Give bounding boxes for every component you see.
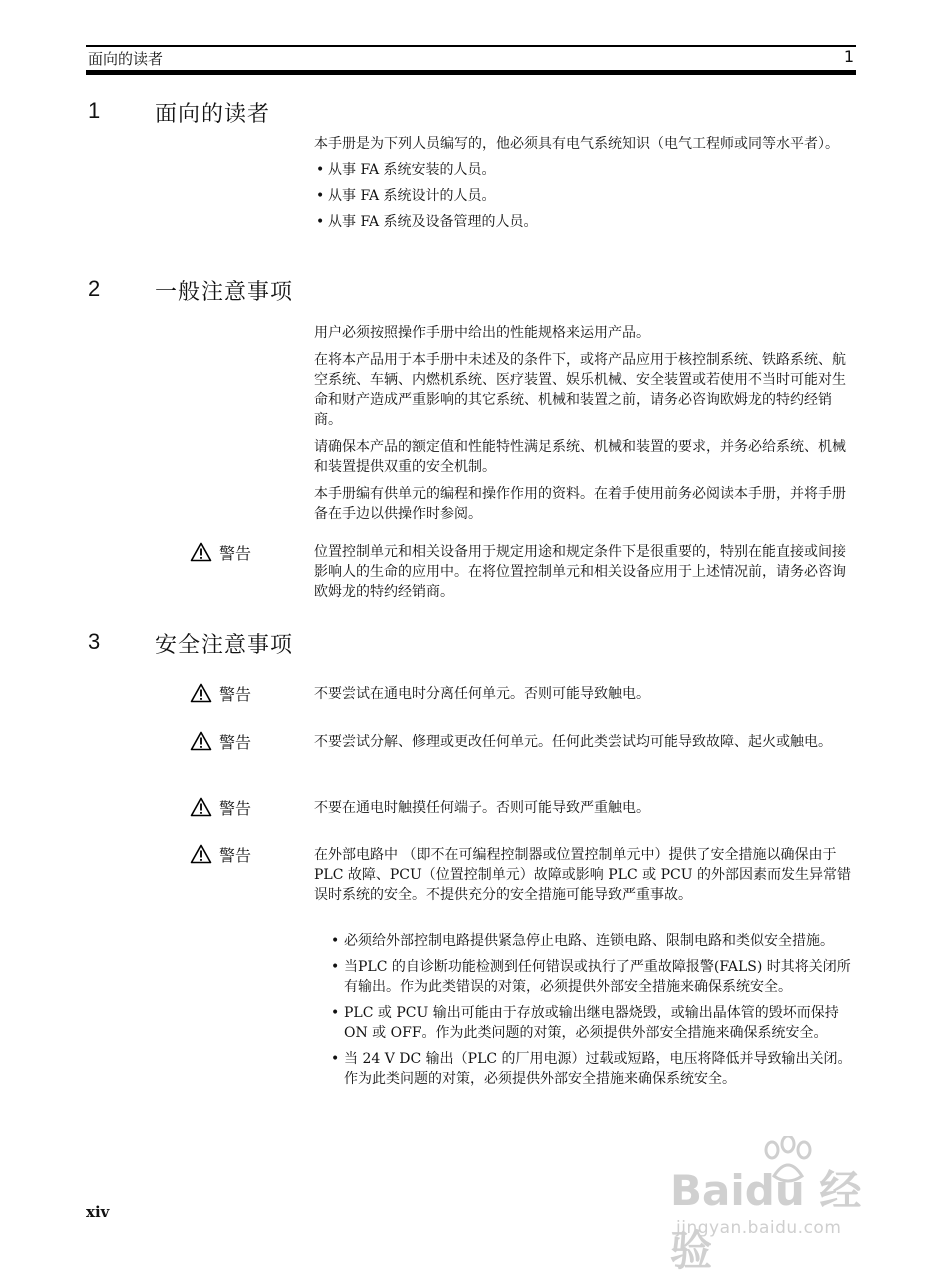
warning-label: 警告 [219, 798, 252, 818]
warning-triangle-icon [190, 797, 212, 817]
list-item: • 当PLC 的自诊断功能检测到任何错误或执行了严重故障报警(FALS) 时其将关闭所有输出。作为此类错误的对策，必须提供外部安全措施来确保系统安全。 [330, 957, 858, 997]
list-item: • 从事 FA 系统及设备管理的人员。 [314, 212, 859, 232]
running-header-title: 面向的读者 [88, 50, 164, 68]
section-3-title: 安全注意事项 [155, 633, 294, 658]
section-3-warning-2-text: 不要尝试分解、修理或更改任何单元。任何此类尝试均可能导致故障、起火或触电。 [314, 734, 832, 750]
running-header-page-number: 1 [843, 47, 854, 66]
section-3-warning-4-label [190, 842, 251, 866]
list-item: • 从事 FA 系统安装的人员。 [314, 160, 859, 180]
warning-label: 警告 [219, 732, 252, 752]
section-1-intro: 本手册是为下列人员编写的，他必须具有电气系统知识（电气工程师或同等水平者）。 [314, 136, 839, 152]
warning-label: 警告 [219, 684, 252, 704]
section-1-title: 面向的读者 [155, 102, 271, 127]
list-item: • 当 24 V DC 输出（PLC 的厂用电源）过载或短路，电压将降低并导致输出关闭。作为此类问题的对策，必须提供外部安全措施来确保系统安全。 [330, 1049, 858, 1089]
section-2-title: 一般注意事项 [155, 280, 294, 305]
warning-triangle-icon [190, 683, 212, 703]
section-3-number: 3 [88, 629, 101, 654]
section-2-paragraph-3: 请确保本产品的额定值和性能特性满足系统、机械和装置的要求，并务必给系统、机械和装置提供双重的安全机制。 [314, 439, 846, 475]
list-item: • 从事 FA 系统设计的人员。 [314, 186, 859, 206]
warning-label: 警告 [219, 543, 252, 563]
footer-page-label: xiv [86, 1203, 110, 1221]
section-2-paragraph-1: 用户必须按照操作手册中给出的性能规格来运用产品。 [314, 325, 650, 341]
list-item: • 必须给外部控制电路提供紧急停止电路、连锁电路、限制电路和类似安全措施。 [330, 931, 858, 951]
section-3-warning-2-label [190, 729, 251, 753]
warning-label: 警告 [219, 845, 252, 865]
section-2-body [314, 323, 859, 524]
section-2-number: 2 [88, 276, 101, 301]
warning-triangle-icon [190, 844, 212, 864]
watermark-brand: Baidu 经验 [670, 1166, 862, 1275]
watermark [670, 1138, 900, 1275]
warning-triangle-icon [190, 731, 212, 751]
section-1-body [314, 134, 859, 232]
section-2-warning-label [190, 540, 251, 564]
header-rule-top [86, 45, 856, 47]
section-1-list [314, 160, 859, 232]
section-2-warning-text: 位置控制单元和相关设备用于规定用途和规定条件下是很重要的，特别在能直接或间接影响人的生命的应用中。在将位置控制单元和相关设备应用于上述情况前，请务必咨询欧姆龙的特约经销商。 [314, 544, 846, 600]
list-item: • PLC 或 PCU 输出可能由于存放或输出继电器烧毁，或输出晶体管的毁坏而保持 ON 或 OFF。作为此类问题的对策，必须提供外部安全措施来确保系统安全。 [330, 1003, 858, 1043]
section-3-warning-1-text: 不要尝试在通电时分离任何单元。否则可能导致触电。 [314, 686, 650, 702]
section-3-warning-1-label [190, 681, 251, 705]
watermark-site: jingyan.baidu.com [676, 1218, 842, 1238]
section-1-number: 1 [88, 98, 101, 123]
section-2-paragraph-2: 在将本产品用于本手册中未述及的条件下，或将产品应用于核控制系统、铁路系统、航空系统、车辆、内燃机系统、医疗装置、娱乐机械、安全装置或若使用不当时可能对生命和财产造成严重影响的其它系统、机械和装置之前，请务必咨询欧姆龙的特约经销商。 [314, 352, 846, 428]
section-3-warning-3-text: 不要在通电时触摸任何端子。否则可能导致严重触电。 [314, 800, 650, 816]
section-3-warning-3-label [190, 795, 251, 819]
header-rule-bottom [86, 70, 856, 75]
section-2-paragraph-4: 本手册编有供单元的编程和操作作用的资料。在着手使用前务必阅读本手册，并将手册备在手边以供操作时参阅。 [314, 486, 846, 522]
warning-triangle-icon [190, 542, 212, 562]
section-3-warning-4-text: 在外部电路中 （即不在可编程控制器或位置控制单元中）提供了安全措施以确保由于 PLC 故障、PCU（位置控制单元）故障或影响 PLC 或 PCU 的外部因素而发生异常错误时系统的安全。不提供充分的安全措施可能导致严重事故。 [314, 847, 851, 903]
section-3-measures-list [330, 931, 858, 1095]
